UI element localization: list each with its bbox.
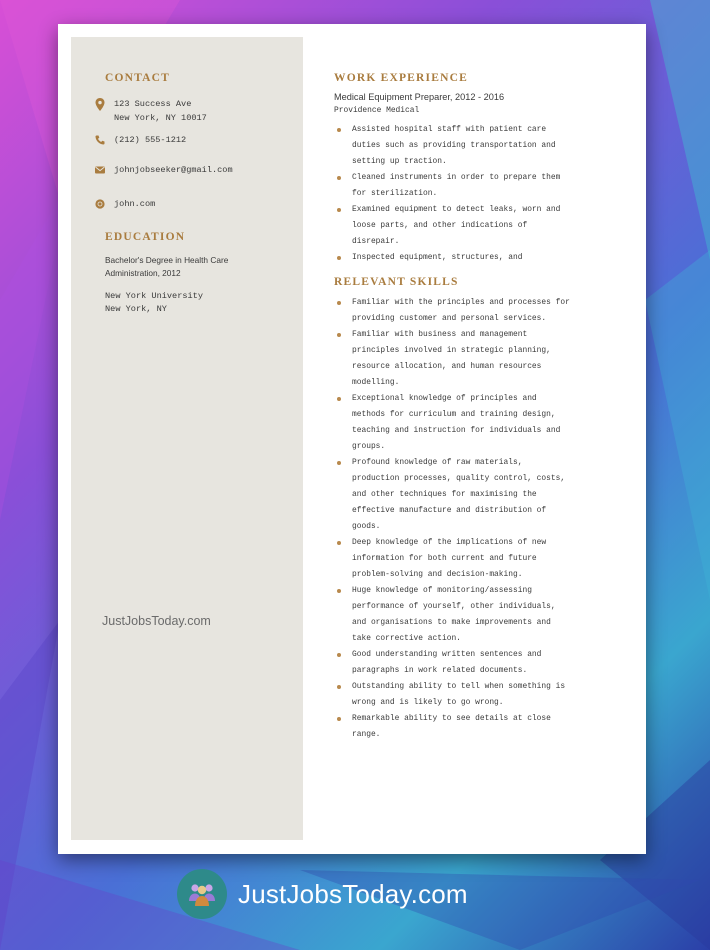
work-bullet-line: Assisted hospital staff with patient care [352, 125, 547, 134]
skill-bullet [334, 679, 624, 711]
work-bullet-list [334, 122, 624, 266]
job-title: Medical Equipment Preparer, 2012 - 2016 [334, 92, 505, 102]
school-line2: New York, NY [105, 304, 167, 314]
education-degree [105, 254, 228, 280]
skill-bullet-line: information for both current and future [352, 554, 537, 563]
skill-bullet-line: problem-solving and decision-making. [352, 570, 523, 579]
skill-bullet [334, 327, 624, 391]
bullet-dot-icon [337, 208, 341, 212]
education-heading: EDUCATION [105, 231, 186, 243]
bullet-dot-icon [337, 685, 341, 689]
work-experience-heading: WORK EXPERIENCE [334, 72, 468, 84]
phone-icon [92, 133, 108, 147]
bullet-dot-icon [337, 397, 341, 401]
skill-bullet [334, 583, 624, 647]
phone-text: (212) 555-1212 [114, 135, 187, 145]
bullet-dot-icon [337, 589, 341, 593]
contact-heading: CONTACT [105, 72, 171, 84]
globe-icon [92, 197, 108, 211]
skill-bullet-line: methods for curriculum and training design, [352, 410, 556, 419]
skill-bullet-line: and other techniques for maximising the [352, 490, 537, 499]
skill-bullet-line: modelling. [352, 378, 400, 387]
work-bullet-line: duties such as providing transportation and [352, 141, 556, 150]
skill-bullet-line: Huge knowledge of monitoring/assessing [352, 586, 532, 595]
skill-bullet-line: range. [352, 730, 381, 739]
company-name: Providence Medical [334, 106, 420, 115]
skill-bullet-line: effective manufacture and distribution of [352, 506, 547, 515]
bullet-dot-icon [337, 128, 341, 132]
bullet-dot-icon [337, 256, 341, 260]
skill-bullet-line: Profound knowledge of raw materials, [352, 458, 523, 467]
skill-bullet [334, 295, 624, 327]
phone-row [92, 133, 186, 147]
bullet-dot-icon [337, 301, 341, 305]
skill-bullet-line: Deep knowledge of the implications of new [352, 538, 547, 547]
work-bullet [334, 170, 624, 202]
skill-bullet-line: paragraphs in work related documents. [352, 666, 528, 675]
skill-bullet [334, 391, 624, 455]
skill-bullet-line: take corrective action. [352, 634, 461, 643]
skill-bullet [334, 535, 624, 583]
education-school [105, 290, 203, 316]
work-bullet-line: disrepair. [352, 237, 400, 246]
bullet-dot-icon [337, 717, 341, 721]
skill-bullet-line: providing customer and personal services. [352, 314, 547, 323]
resume-sidebar [71, 37, 303, 840]
skill-bullet-line: goods. [352, 522, 381, 531]
skill-bullet-line: Good understanding written sentences and [352, 650, 542, 659]
work-bullet-line: loose parts, and other indications of [352, 221, 528, 230]
bullet-dot-icon [337, 541, 341, 545]
bullet-dot-icon [337, 653, 341, 657]
skill-bullet-line: Remarkable ability to see details at close [352, 714, 551, 723]
website-row [92, 197, 155, 211]
sidebar-watermark: JustJobsToday.com [102, 614, 211, 628]
resume-page [58, 24, 646, 854]
degree-line1: Bachelor's Degree in Health Care [105, 255, 229, 265]
skill-bullet-line: and organisations to make improvements and [352, 618, 551, 627]
bullet-dot-icon [337, 333, 341, 337]
skill-bullet-line: Familiar with business and management [352, 330, 528, 339]
skill-bullet-line: Exceptional knowledge of principles and [352, 394, 537, 403]
work-bullet [334, 250, 624, 266]
skill-bullet-line: Outstanding ability to tell when something is [352, 682, 566, 691]
work-bullet-line: Inspected equipment, structures, and [352, 253, 523, 262]
skill-bullet-line: resource allocation, and human resources [352, 362, 542, 371]
skill-bullet-line: performance of yourself, other individuals, [352, 602, 556, 611]
skill-bullet-line: wrong and is likely to go wrong. [352, 698, 504, 707]
location-pin-icon [92, 97, 108, 111]
address-row [92, 97, 207, 125]
work-bullet-line: Examined equipment to detect leaks, worn and [352, 205, 561, 214]
bullet-dot-icon [337, 461, 341, 465]
skill-bullet [334, 711, 624, 743]
work-bullet-line: setting up traction. [352, 157, 447, 166]
people-group-icon [177, 869, 227, 919]
relevant-skills-heading: RELEVANT SKILLS [334, 276, 459, 288]
envelope-icon [92, 163, 108, 177]
skill-bullet-line: groups. [352, 442, 386, 451]
footer-brand-text: JustJobsToday.com [238, 878, 468, 909]
work-bullet [334, 202, 624, 250]
skill-bullet-line: Familiar with the principles and processes for [352, 298, 570, 307]
address-line2: New York, NY 10017 [114, 113, 207, 123]
work-bullet [334, 122, 624, 170]
skill-bullet-line: production processes, quality control, costs, [352, 474, 566, 483]
school-line1: New York University [105, 291, 203, 301]
email-text[interactable]: johnjobseeker@gmail.com [114, 165, 233, 175]
skill-bullet-line: teaching and instruction for individuals and [352, 426, 561, 435]
skill-bullet [334, 455, 624, 535]
email-row [92, 163, 233, 177]
degree-line2: Administration, 2012 [105, 268, 181, 278]
skill-bullet [334, 647, 624, 679]
work-bullet-line: Cleaned instruments in order to prepare them [352, 173, 561, 182]
skill-bullet-line: principles involved in strategic planning, [352, 346, 551, 355]
bullet-dot-icon [337, 176, 341, 180]
work-bullet-line: for sterilization. [352, 189, 438, 198]
website-text[interactable]: john.com [114, 199, 156, 209]
address-line1: 123 Success Ave [114, 99, 192, 109]
footer-brand[interactable] [177, 869, 468, 919]
skills-bullet-list [334, 295, 624, 743]
